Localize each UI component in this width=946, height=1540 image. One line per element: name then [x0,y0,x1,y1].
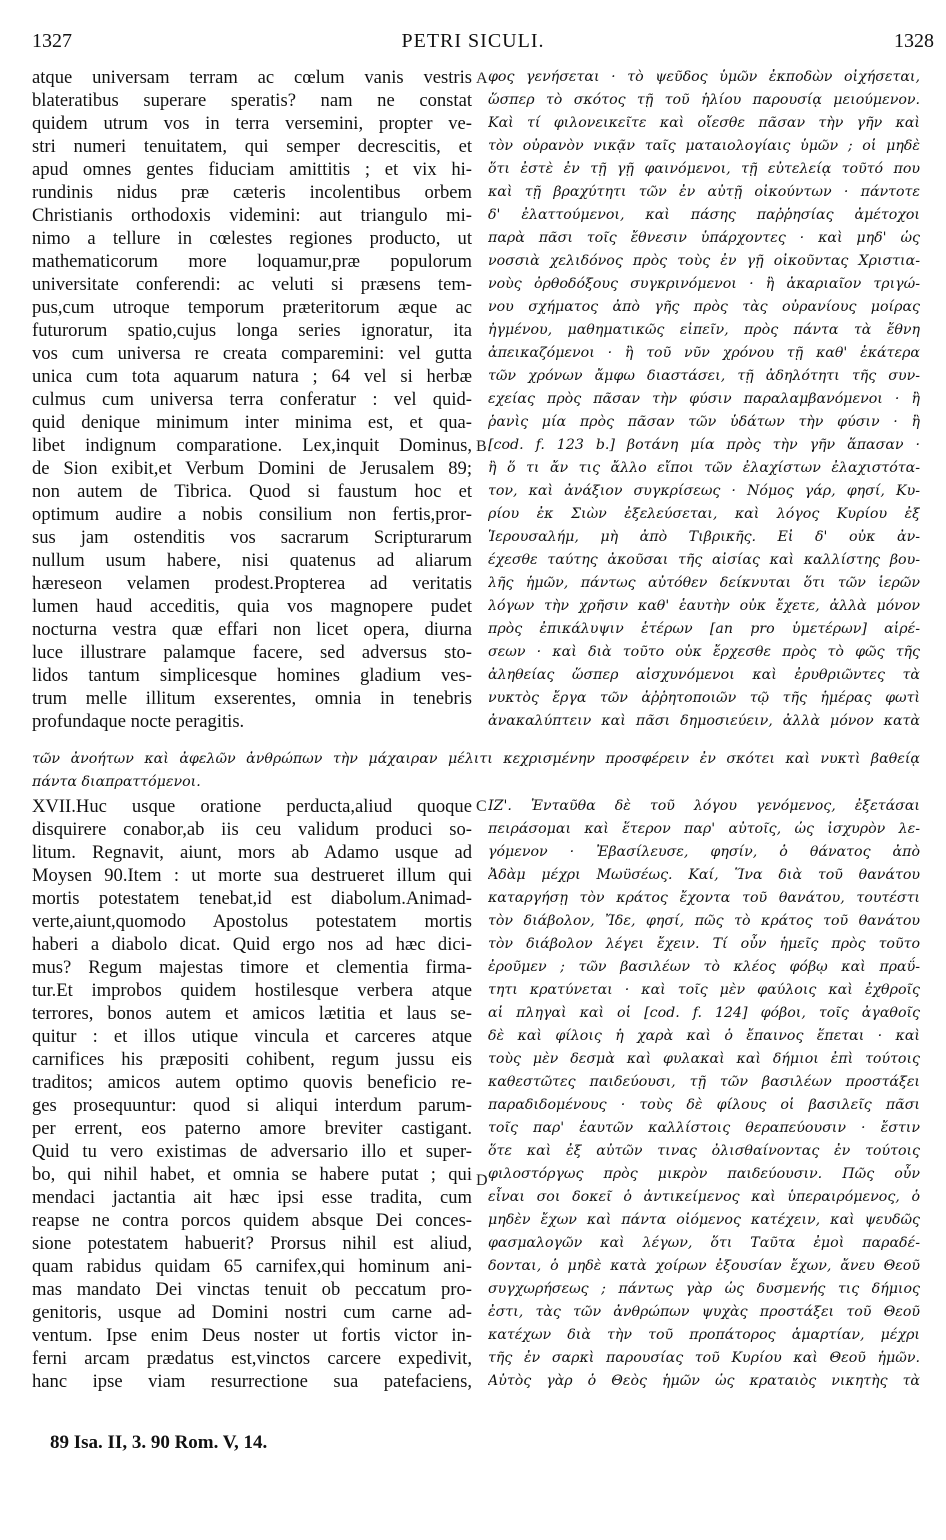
text-line: verte,aiunt,quomodo Apostolus potestatem mortis [32,911,472,932]
text-line: ὥσπερ τὸ σκότος τῇ τοῦ ἡλίου παρουσίᾳ μειούμενον. [488,92,920,108]
margin-marker-b: B [476,438,487,455]
greek-column-top [488,66,920,733]
greek-column-bottom [488,795,920,1393]
text-line: σεων · καὶ διὰ τοῦτο οὐκ ἔρχεσθε πρὸς τὸ φῶς τῆς [488,644,920,660]
text-line: παρὰ πᾶσι τοῖς ἔθνεσιν ὑπάρχοντες · καὶ μηδ' ὡς [488,230,920,246]
text-line: Ἱερουσαλήμ, μὴ ἀπὸ Τιβρικῆς. Εἰ δ' οὐκ ἀν- [488,529,920,545]
text-line: hanc ipse viam resurrectione sua patefaciens, [32,1371,472,1392]
text-line: haberi a diabolo dicat. Quid ergo nos ad hæc dici- [32,934,472,955]
text-line: ρίου ἐκ Σιὼν ἐξελεύσεται, καὶ λόγος Κυρίου ἐξ [488,506,920,522]
text-line: blateratibus superare speratis? nam ne constat [32,90,472,111]
text-line: mendaci jactantia ait hæc ipsi esse tradita, cum [32,1187,472,1208]
text-line: mas mandato Dei vinctas tenuit ob peccatum pro- [32,1279,472,1300]
text-line: νου σχήματος ἀπὸ γῆς πρὸς τὰς οὐρανίους μοίρας [488,299,920,315]
text-line: apud omnes gentes fiduciam amittitis ; et vix hi- [32,159,472,180]
text-line: mortis potestatem tenebat,id est diabolum.Animad- [32,888,472,909]
text-line: τῶν ἀνοήτων καὶ ἀφελῶν ἀνθρώπων τὴν μάχαιραν μέλιτι κεχρισμένην προσφέρειν ἐν σκότει καὶ νυκτὶ βαθείᾳ [32,751,920,767]
text-line: XVII.Huc usque oratione perducta,aliud quoque [32,796,472,817]
text-line: per errent, eos paterno amore breviter castigant. [32,1118,472,1139]
text-line: λόγων τὴν χρῆσιν καθ' ἑαυτὴν οὐκ ἔχετε, ἀλλὰ μόνον [488,598,920,614]
latin-column-top [32,66,472,733]
page-number-right: 1328 [894,30,934,52]
text-line: κατέχων διὰ τὴν τοῦ προπάτορος ἁμαρτίαν, μέχρι [488,1327,920,1343]
text-line: mus? Regum majestas timore et clementia firma- [32,957,472,978]
text-line: sione potestatem habuerit? Prorsus nihil est aliud, [32,1233,472,1254]
text-line: τοὺς μὲν δεσμὰ καὶ φυλακαὶ καὶ δήμιοι ἐπὶ τούτοις [488,1051,920,1067]
text-line: de Sion exibit,et Verbum Domini de Jerusalem 89; [32,458,472,479]
text-line: τοῖς παρ' ἑαυτῶν καλλίστοις θεραπεύουσιν · ἔστιν [488,1120,920,1136]
text-line: quid denique minimum inter minima est, et qua- [32,412,472,433]
text-line: νυκτὸς ἔργα τῶν ἀῤῥητοποιῶν τῷ τῆς ἡμέρας φωτὶ [488,690,920,706]
text-line: ἐστι, τὰς τῶν ἀνθρώπων ψυχὰς προστάξει τοῦ Θεοῦ [488,1304,920,1320]
text-line: εἶναι σοι δοκεῖ ὁ ἀντικείμενος καὶ ὑπεραιρόμενος, ὁ [488,1189,920,1205]
text-line: hæreseon velamen prodest.Propterea ad veritatis [32,573,472,594]
text-line: τητι κρατύνεται · καὶ τοῖς μὲν φαύλοις καὶ ἐχθροῖς [488,982,920,998]
text-line: μηδὲν ἔχων καὶ πάντα οἰόμενος κατέχειν, καὶ ψευδῶς [488,1212,920,1228]
text-line: disquirere conabor,ab iis ceu validum produci so- [32,819,472,840]
text-line: γόμενον · Ἐβασίλευσε, φησίν, ὁ θάνατος ἀπὸ [488,844,920,860]
text-line: δονται, ὁ μηδὲ κατὰ χοίρων ἐξουσίαν ἔχων, ἄνευ Θεοῦ [488,1258,920,1274]
text-line: [cod. f. 123 b.] βοτάνη μία πρὸς τὴν γῆν ἅπασαν · [488,437,920,453]
text-line: Quid tu vero existimas de adversario illo et super- [32,1141,472,1162]
text-line: τὸν οὐρανὸν νικᾷν ταῖς ματαιολογίαις ὑμῶν ; οἱ μηδὲ [488,138,920,154]
text-line: αἱ πληγαὶ καὶ οἱ [cod. f. 124] φόβοι, τοῖς ἀγαθοῖς [488,1005,920,1021]
text-line: Αὐτὸς γὰρ ὁ Θεὸς ἡμῶν ὡς κραταιὸς νικητὴς τὰ [488,1373,920,1389]
text-line: ῥανὶς μία πρὸς πᾶσαν τῶν ὑδάτων τὴν φύσιν · ἢ [488,414,920,430]
text-line: quam rabidus quidam 65 carnifex,qui hominum ani- [32,1256,472,1277]
text-line: καθεστῶτες παιδεύουσι, τῇ τῶν βασιλέων προστάξει [488,1074,920,1090]
latin-column-bottom [32,795,472,1393]
text-line: τῶν χρόνων ἄμφω διαστάσει, τῇ ἀδηλότητι τῆς συν- [488,368,920,384]
text-line: παραδιδομένους · τοὺς δὲ φίλους οἱ βασιλεῖς πᾶσι [488,1097,920,1113]
text-line: culmus cum universa terra conferatur : vel quid- [32,389,472,410]
text-line: φασμαλογῶν καὶ λέγων, ὅτι Ταῦτα ἐμοὶ παραδέ- [488,1235,920,1251]
text-line: τον, καὶ ἀνάξιον συγκρίσεως · Νόμος γάρ, φησί, Κυ- [488,483,920,499]
text-line: νοὺς ὀρθοδόξους συγκρινόμενοι · ἢ ἀκαριαῖον τριγώ- [488,276,920,292]
text-line: universitate conferendi: ac veluti si præsens tem- [32,274,472,295]
text-line: ἀνακαλύπτειν καὶ πᾶσι δημοσιεύειν, ἀλλὰ μόνον κατὰ [488,713,920,729]
text-line: mathematicorum more loquamur,præ populorum [32,251,472,272]
text-line: lumen haud acceditis, quia vos magnopere pudet [32,596,472,617]
text-line: lidos tantum simplicesque homines gladium ves- [32,665,472,686]
footnotes: 89 Isa. II, 3. 90 Rom. V, 14. [50,1432,268,1453]
text-line: libet indignum comparatione. Lex,inquit Dominus, [32,435,472,456]
text-line: ἠγμένου, μαθηματικῶς εἰπεῖν, πρὸς πάντα τὰ ἔθνη [488,322,920,338]
text-line: ἀπεικαζόμενοι · ἢ τοῦ νῦν χρόνου τῇ καθ' ἑκάτερα [488,345,920,361]
text-line: έχεσθε ταύτης ἀκοῦσαι τῆς αἰσίας καὶ καλλίστης βου- [488,552,920,568]
text-line: Ἀδὰμ μέχρι Μωϋσέως. Καί, Ἵνα διὰ τοῦ θανάτου [488,867,920,883]
text-line: ἀληθείας ὥσπερ αἰσχυνόμενοι καὶ ἐρυθριῶντες τὰ [488,667,920,683]
text-line: nimo a tellure in cœlestes regiones producto, ut [32,228,472,249]
text-line: τὸν διάβολον λέγει ἔχειν. Τί οὖν ἡμεῖς πρὸς τοῦτο [488,936,920,952]
text-line: φος γενήσεται · τὸ ψεῦδος ὑμῶν ἐκποδὼν οἰχήσεται, [488,69,920,85]
text-line: traditos; amicos autem optimo quovis beneficio re- [32,1072,472,1093]
running-title: PETRI SICULI. [401,30,545,52]
text-line: Καὶ τί φιλονεικεῖτε καὶ οἴεσθε πᾶσαν τὴν γῆν καὶ [488,115,920,131]
text-line: futurorum spatio,cujus longa series ignoratur, ita [32,320,472,341]
text-line: quitur : et illos utique vincula et carceres atque [32,1026,472,1047]
text-line: πάντα διαπραττόμενοι. [32,774,201,790]
text-line: ὅτι ἐστὲ ἐν τῇ γῇ φαινόμενοι, τῇ εὐτελείᾳ τοῦτό που [488,161,920,177]
page-header [0,30,946,64]
text-line: nullum usum habere, nisi quatenus ad aliarum [32,550,472,571]
text-line: carnifices his præpositi cohibent, regum jussu eis [32,1049,472,1070]
text-line: ges prosequuntur: quod si aliqui interdum parum- [32,1095,472,1116]
page-number-left: 1327 [32,30,72,52]
text-line: stri numeri tenuitatem, qui semper decrescitis, et [32,136,472,157]
text-line: ventum. Ipse enim Deus noster ut fortis victor in- [32,1325,472,1346]
text-line: τὸν διάβολον, Ἴδε, φησί, πῶς τὸ κράτος τοῦ θανάτου [488,913,920,929]
margin-marker-d: D [476,1172,488,1189]
text-line: pus,cum utroque temporum præteritorum æque ac [32,297,472,318]
text-line: ὅτε καὶ ἐξ αὐτῶν τινας ὀλισθαίνοντας ἐν τούτοις [488,1143,920,1159]
text-line: terrores, bonos autem et amicos lætitia et laus se- [32,1003,472,1024]
text-line: Moysen 90.Item : ut morte sua destrueret illum qui [32,865,472,886]
text-line: ΙΖ'. Ἐνταῦθα δὲ τοῦ λόγου γενόμενος, ἐξετάσαι [488,798,920,814]
text-line: καὶ τῇ βραχύτητι τῶν ἐν αὐτῇ οἰκούντων · πάντοτε [488,184,920,200]
text-line: reapse ne contra porcos quidem absque Dei conces- [32,1210,472,1231]
text-line: nocturna vestra quæ effari non licet opera, diurna [32,619,472,640]
text-line: ἐροῦμεν ; τῶν βασιλέων τὸ κλέος φόβῳ καὶ πραΰ- [488,959,920,975]
text-line: tur.Et improbos quidem hostilesque verbera atque [32,980,472,1001]
margin-marker-a: A [476,70,488,87]
text-line: bo, qui nihil habet, et omnia se habere putat ; qui [32,1164,472,1185]
text-line: trum melle illitum exserentes, omnia in tenebris [32,688,472,709]
text-line: non autem de Tibrica. Quod si faustum hoc et [32,481,472,502]
text-line: πειράσομαι καὶ ἕτερον παρ' αὐτοῖς, ὡς ἰσχυρὸν λε- [488,821,920,837]
text-line: profundaque nocte peragitis. [32,711,245,732]
text-line: litum. Regnavit, aiunt, mors ab Adamo usque ad [32,842,472,863]
text-line: νοσσιὰ χελιδόνος πρὸς τοὺς ἐν γῇ οἰκοῦντας Χριστια- [488,253,920,269]
text-line: δὲ καὶ φίλοις ἡ χαρὰ καὶ ὁ ἔπαινος ἕπεται · καὶ [488,1028,920,1044]
text-line: ferni arcam prædatus est,vinctos carcere expedivit, [32,1348,472,1369]
text-line: Christianis orthodoxis videmini: aut triangulo mi- [32,205,472,226]
margin-marker-c: C [476,798,487,815]
text-line: συγχωρήσεως ; πάντως γὰρ ὡς δυσμενής τις δήμιος [488,1281,920,1297]
text-line: τῆς ἐν σαρκὶ παρουσίας τοῦ Κυρίου καὶ Θεοῦ ἡμῶν. [488,1350,920,1366]
text-line: δ' ἐλαττούμενοι, καὶ πάσης παῤῥησίας ἀμέτοχοι [488,207,920,223]
text-line: καταργήσῃ τὸν κράτος ἔχοντα τοῦ θανάτου, τουτέστι [488,890,920,906]
text-line: unica cum tota aquarum natura ; 64 vel si herbæ [32,366,472,387]
text-line: quidem utrum vos in terra versemini, propter ve- [32,113,472,134]
text-line: optimum audire a nobis consilium non fertis,pror- [32,504,472,525]
text-line: εχείας πρὸς πᾶσαν τὴν φύσιν παραλαμβανόμενοι · ἢ [488,391,920,407]
text-line: λῆς ἡμῶν, πάντως αὐτόθεν δείκνυται ὅτι τῶν ἱερῶν [488,575,920,591]
text-line: genitoris, usque ad Domini nostri cum carne ad- [32,1302,472,1323]
greek-full-width-lines [32,748,920,794]
text-line: atque universam terram ac cœlum vanis vestris [32,67,472,88]
text-line: φιλοστόργως πρὸς μικρὸν παιδεύουσιν. Πῶς οὖν [488,1166,920,1182]
text-line: πρὸς ἐπικάλυψιν ἑτέρων [an pro ὑμετέρων] αἱρέ- [488,621,920,637]
text-line: sus jam ostenditis vos sacrarum Scripturarum [32,527,472,548]
text-line: luce illustrare palamque facere, sed adversus sto- [32,642,472,663]
text-line: ἢ ὅ τι ἄν τις ἄλλο εἴποι τῶν ἐλαχίστων ἐλαχιστότα- [488,460,920,476]
text-line: vos cum universa re creata comparemini: vel gutta [32,343,472,364]
text-line: rundinis nidus præ cæteris incolentibus orbem [32,182,472,203]
